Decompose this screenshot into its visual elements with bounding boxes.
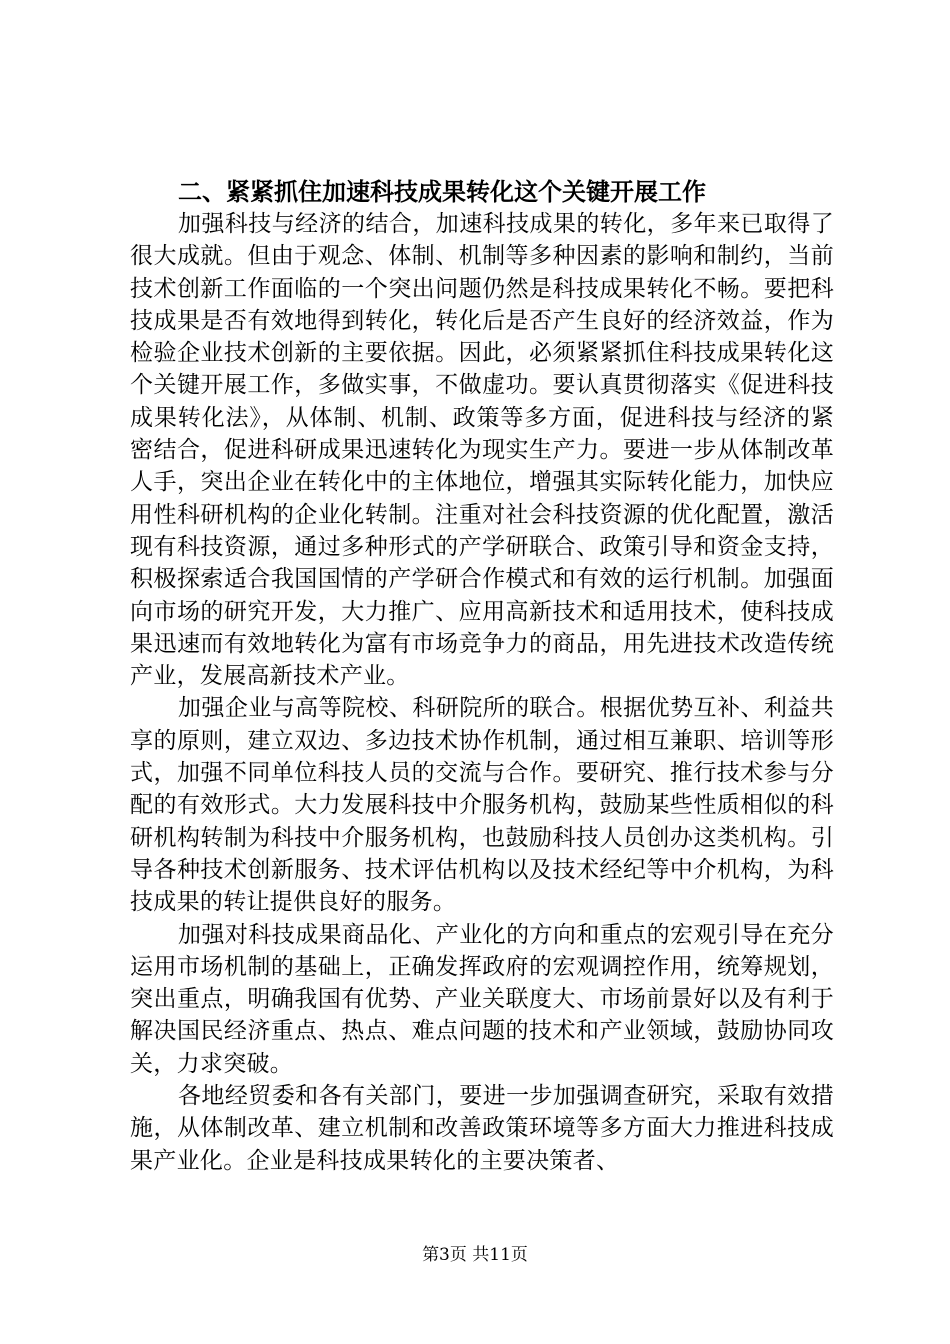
paragraph-3: 加强对科技成果商品化、产业化的方向和重点的宏观引导在充分运用市场机制的基础上，正确发挥政府的宏观调控作用，统筹规划，突出重点，明确我国有优势、产业关联度大、市场前景好以及有利于解决国民经济重点、热点、难点问题的技术和产业领域，鼓励协同攻关，力求突破。 xyxy=(130,921,834,1077)
page-number-footer: 第3页 共11页 xyxy=(422,1245,528,1265)
paragraph-4: 各地经贸委和各有关部门，要进一步加强调查研究，采取有效措施，从体制改革、建立机制和改善政策环境等多方面大力推进科技成果产业化。企业是科技成果转化的主要决策者、 xyxy=(130,1083,834,1174)
paragraph-1: 加强科技与经济的结合，加速科技成果的转化，多年来已取得了很大成就。但由于观念、体制、机制等多种因素的影响和制约，当前技术创新工作面临的一个突出问题仍然是科技成果转化不畅。要把科技成果是否有效地得到转化，转化后是否产生良好的经济效益，作为检验企业技术创新的主要依据。因此，必须紧紧抓住科技成果转化这个关键开展工作，多做实事，不做虚功。要认真贯彻落实《促进科技成果转化法》，从体制、机制、政策等多方面，促进科技与经济的紧密结合，促进科研成果迅速转化为现实生产力。要进一步从体制改革人手，突出企业在转化中的主体地位，增强其实际转化能力，加快应用性科研机构的企业化转制。注重对社会科技资源的优化配置，激活现有科技资源，通过多种形式的产学研联合、政策引导和资金支持，积极探索适合我国国情的产学研合作模式和有效的运行机制。加强面向市场的研究开发，大力推广、应用高新技术和适用技术，使科技成果迅速而有效地转化为富有市场竞争力的商品，用先进技术改造传统产业，发展高新技术产业。 xyxy=(130,211,834,690)
paragraph-2: 加强企业与高等院校、科研院所的联合。根据优势互补、利益共享的原则，建立双边、多边技术协作机制，通过相互兼职、培训等形式，加强不同单位科技人员的交流与合作。要研究、推行技术参与分配的有效形式。大力发展科技中介服务机构，鼓励某些性质相似的科研机构转制为科技中介服务机构，也鼓励科技人员创办这类机构。引导各种技术创新服务、技术评估机构以及技术经纪等中介机构，为科技成果的转让提供良好的服务。 xyxy=(130,695,834,916)
section-heading: 二、紧紧抓住加速科技成果转化这个关键开展工作 xyxy=(178,178,706,206)
document-body xyxy=(130,176,834,1177)
